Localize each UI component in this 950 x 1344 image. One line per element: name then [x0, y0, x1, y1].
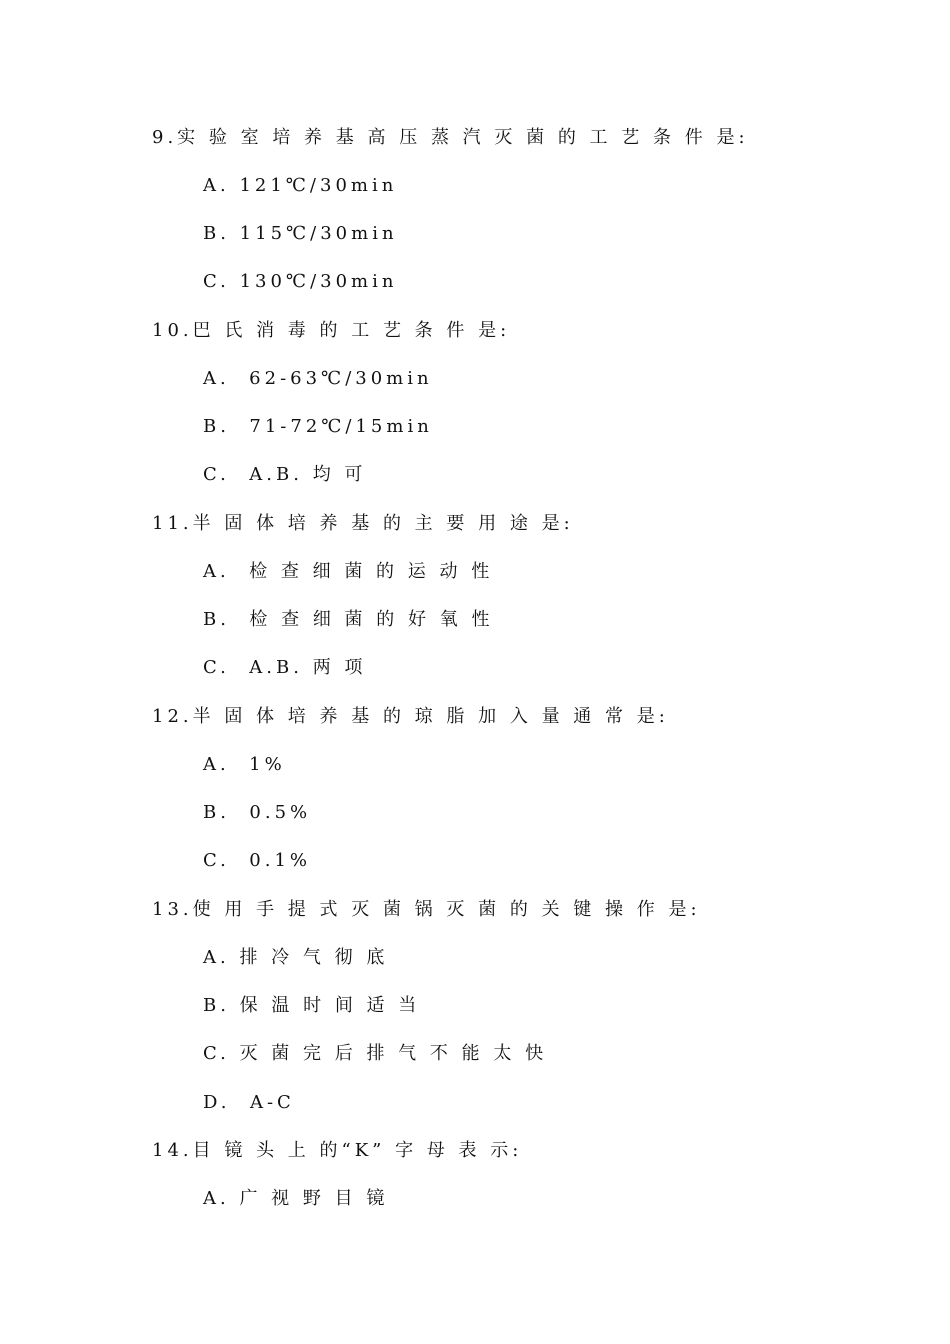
question-9-option-c: C. 130℃/30min — [203, 271, 398, 292]
question-12-option-a: A. 1% — [203, 754, 286, 775]
question-11-option-c: C. A.B. 两 项 — [203, 657, 367, 678]
question-12-option-b: B. 0.5% — [203, 802, 312, 823]
question-11-option-a: A. 检 查 细 菌 的 运 动 性 — [203, 561, 494, 582]
question-11-stem: 11.半 固 体 培 养 基 的 主 要 用 途 是: — [152, 513, 574, 534]
question-13-option-a: A. 排 冷 气 彻 底 — [203, 947, 389, 968]
question-11-option-b: B. 检 查 细 菌 的 好 氧 性 — [203, 609, 494, 630]
question-10-option-a: A. 62-63℃/30min — [203, 368, 433, 389]
question-14-option-a: A. 广 视 野 目 镜 — [203, 1188, 389, 1209]
question-13-option-d: D. A-C — [203, 1092, 295, 1113]
question-12-stem: 12.半 固 体 培 养 基 的 琼 脂 加 入 量 通 常 是: — [152, 706, 669, 727]
question-13-option-c: C. 灭 菌 完 后 排 气 不 能 太 快 — [203, 1043, 548, 1064]
question-10-option-c: C. A.B. 均 可 — [203, 464, 367, 485]
question-14-stem: 14.目 镜 头 上 的“K” 字 母 表 示: — [152, 1140, 523, 1161]
question-13-stem: 13.使 用 手 提 式 灭 菌 锅 灭 菌 的 关 键 操 作 是: — [152, 899, 701, 920]
question-13-option-b: B. 保 温 时 间 适 当 — [203, 995, 421, 1016]
question-12-option-c: C. 0.1% — [203, 850, 312, 871]
question-10-stem: 10.巴 氏 消 毒 的 工 艺 条 件 是: — [152, 320, 511, 341]
question-9-option-a: A. 121℃/30min — [203, 175, 398, 196]
question-9-stem: 9.实 验 室 培 养 基 高 压 蒸 汽 灭 菌 的 工 艺 条 件 是: — [152, 127, 749, 148]
question-10-option-b: B. 71-72℃/15min — [203, 416, 433, 437]
question-9-option-b: B. 115℃/30min — [203, 223, 398, 244]
